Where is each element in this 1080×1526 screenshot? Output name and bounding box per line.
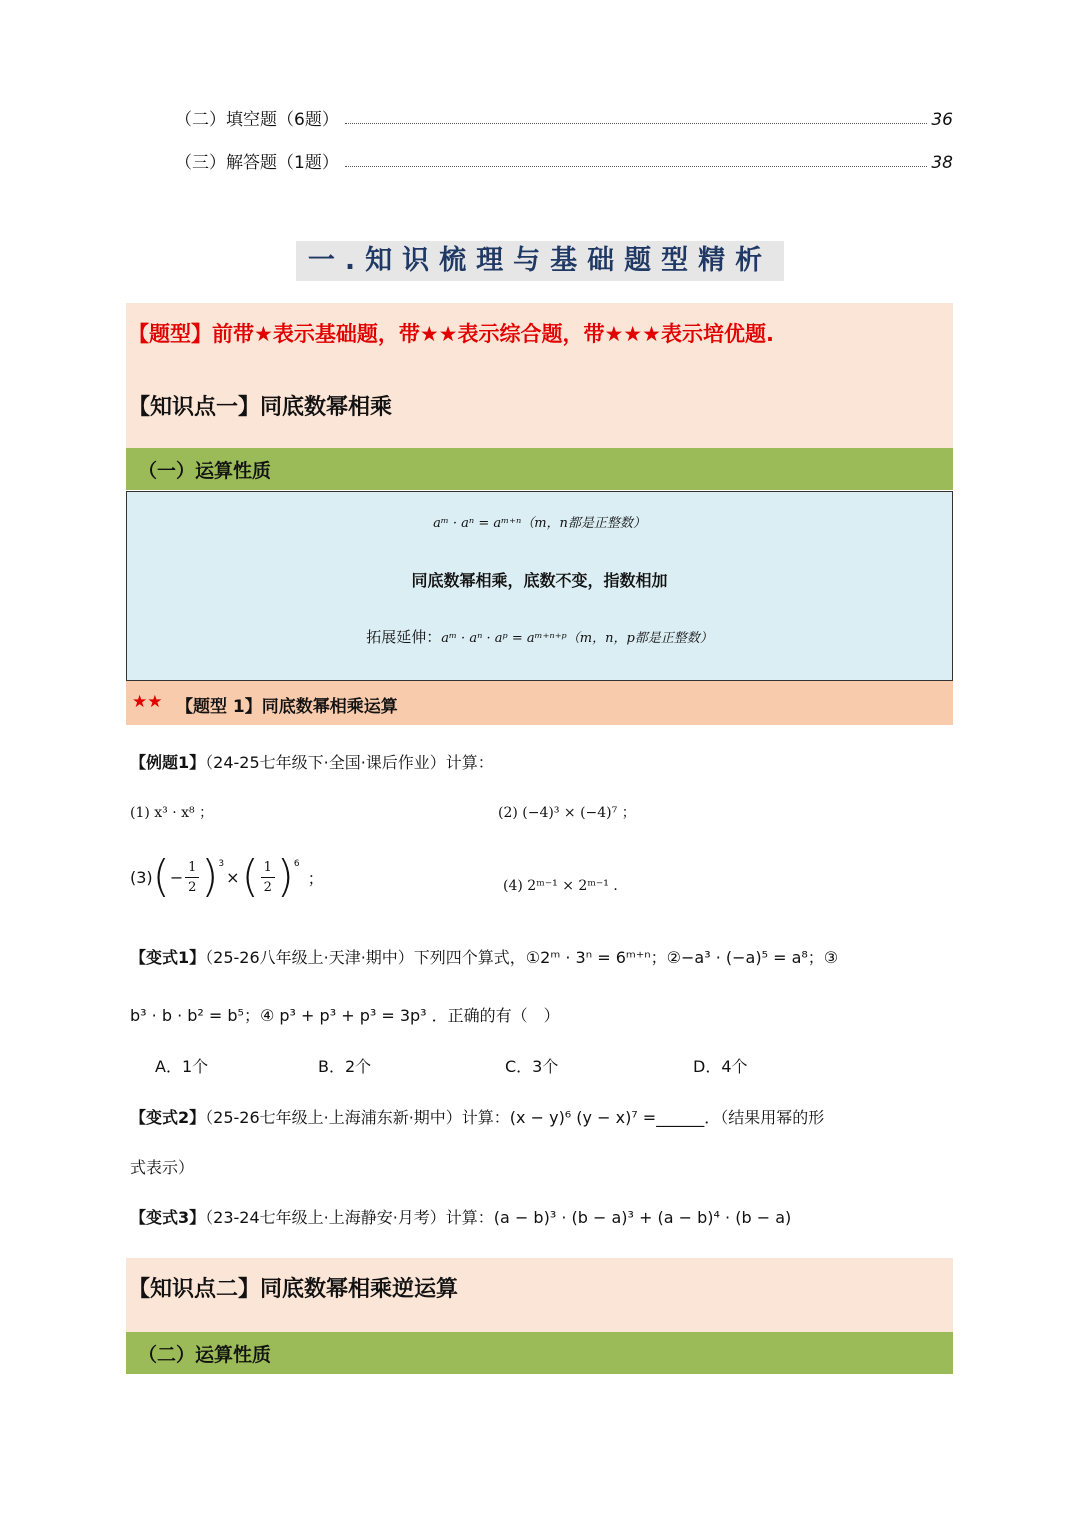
question-type-bar	[126, 681, 953, 725]
fraction	[185, 860, 199, 895]
subsection-title: （一）运算性质	[138, 460, 272, 482]
variant-1-line-1	[130, 945, 838, 968]
knowledge-point-title: 【知识点一】同底数幂相乘	[128, 395, 393, 420]
formula-box	[126, 491, 953, 681]
option-c[interactable]: C．3个	[505, 1057, 559, 1076]
question-4	[503, 875, 627, 895]
variant-text: （25-26七年级上·上海浦东新·期中）计算：(x − y)⁶ (y − x)⁷ =______．（结果用幂的形	[205, 1108, 825, 1127]
question-2-text: (2) (−4)³ × (−4)⁷ ；	[498, 805, 636, 821]
variant-1-line-2	[130, 1003, 560, 1026]
question-type-label: 【题型 1】同底数幂相乘运算	[176, 697, 398, 717]
extension-label: 拓展延伸：	[366, 628, 442, 646]
subsection-bar	[126, 1332, 953, 1374]
exponent: 6	[293, 859, 300, 869]
variant-label: 【变式2】	[130, 1108, 206, 1127]
variant-text: （25-26八年级上·天津·期中）下列四个算式，①2ᵐ · 3ⁿ = 6ᵐ⁺ⁿ；②−a³ · (−a)⁵ = a⁸；③	[205, 948, 839, 967]
question-3	[130, 851, 324, 902]
question-1-text: (1) x³ · x⁸ ；	[130, 805, 214, 821]
example-source: （24-25七年级下·全国·课后作业）计算：	[205, 753, 494, 772]
exponent: 3	[218, 859, 225, 869]
section-title: 一.知识梳理与基础题型精析	[296, 241, 784, 281]
variant-2-line-2: 式表示）	[130, 1158, 195, 1177]
example-label: 【例题1】	[130, 753, 206, 772]
question-2	[498, 802, 636, 822]
denominator: 2	[263, 879, 272, 895]
variant-text: （23-24七年级上·上海静安·月考）计算：(a − b)³ · (b − a)³ + (a − b)⁴ · (b − a)	[205, 1208, 792, 1227]
toc-page: 38	[931, 153, 953, 173]
minus-sign: −	[169, 867, 184, 887]
denominator: 2	[188, 879, 197, 895]
toc-row[interactable]	[175, 100, 953, 130]
question-4-text: (4) 2ᵐ⁻¹ × 2ᵐ⁻¹ ．	[503, 878, 628, 894]
right-paren: )	[276, 851, 294, 902]
toc-leader-dots	[345, 166, 928, 167]
left-paren: (	[241, 851, 259, 902]
difficulty-stars: ★★	[132, 692, 163, 712]
variant-label: 【变式1】	[130, 948, 206, 967]
toc-row[interactable]	[175, 143, 953, 173]
option-a[interactable]: A．1个	[155, 1057, 209, 1076]
variant-3-line	[130, 1205, 791, 1228]
toc-page: 36	[931, 110, 953, 130]
subsection-title: （二）运算性质	[138, 1344, 272, 1366]
fraction-bar	[261, 877, 275, 878]
right-paren: )	[201, 851, 219, 902]
example-heading	[130, 750, 494, 773]
question-3-suffix: ；	[307, 868, 324, 888]
toc-label: （二）填空题（6题）	[175, 110, 339, 130]
numerator: 1	[263, 859, 272, 875]
option-b[interactable]: B．2个	[318, 1057, 372, 1076]
variant-2-line-1	[130, 1105, 824, 1128]
toc-leader-dots	[345, 123, 928, 124]
numerator: 1	[188, 859, 197, 875]
formula-line	[127, 512, 952, 531]
formula: aᵐ · aⁿ = aᵐ⁺ⁿ（m，n都是正整数）	[433, 516, 646, 531]
times-sign: ×	[226, 867, 240, 887]
rule-text: 同底数幂相乘，底数不变，指数相加	[411, 571, 668, 590]
knowledge-point-title: 【知识点二】同底数幂相乘逆运算	[128, 1277, 459, 1302]
extension-formula: aᵐ · aⁿ · aᵖ = aᵐ⁺ⁿ⁺ᵖ（m，n，p都是正整数）	[441, 631, 713, 646]
question-3-prefix: (3)	[130, 867, 153, 887]
toc-label: （三）解答题（1题）	[175, 153, 339, 173]
variant-text: b³ · b · b² = b⁵；④ p³ + p³ + p³ = 3p³ ．正确的有（ ）	[130, 1006, 560, 1025]
left-paren: (	[152, 851, 170, 902]
extension-line	[127, 626, 952, 647]
subsection-bar	[126, 448, 953, 490]
question-1	[130, 802, 213, 822]
fraction	[261, 860, 275, 895]
variant-label: 【变式3】	[130, 1208, 206, 1227]
option-d[interactable]: D．4个	[693, 1057, 748, 1076]
difficulty-note: 【题型】前带★表示基础题，带★★表示综合题，带★★★表示培优题.	[128, 322, 774, 346]
fraction-bar	[185, 877, 199, 878]
